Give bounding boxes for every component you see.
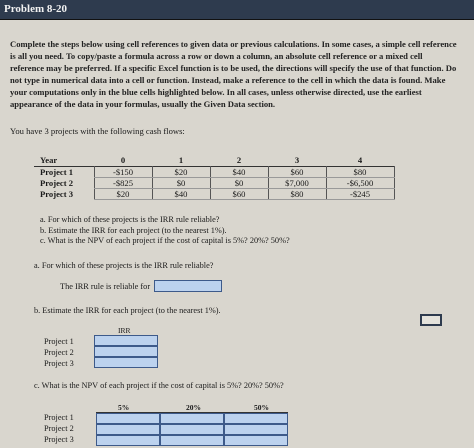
cashflow-cell: $0: [152, 177, 210, 188]
row-label: Project 2: [44, 424, 74, 433]
instructions-text: Complete the steps below using cell references to given data or previous calculations. In some cases, a simple cell reference is all you need. To copy/paste a formula across a row or down a column, an absolute cell reference or a mixed cell reference may be preferred. If a specific Excel function is to be used, the directions will specify the use of that function. Do not type in numerical data into a cell or function. Instead, make a reference to the cell in which the data is found. Make your computations only in the blue cells highlighted below. In all cases, unless otherwise directed, use the earliest appearance of the data in your formulas, usually the Given Data section.: [10, 39, 457, 109]
row-label: Project 3: [44, 359, 74, 368]
table-row: [34, 177, 394, 188]
cashflow-cell: $80: [268, 188, 326, 199]
row-label: Project 2: [40, 177, 74, 188]
npv-p2-5-input[interactable]: [96, 424, 160, 435]
cashflow-cell: $60: [268, 166, 326, 177]
irr-project-1-input[interactable]: [94, 335, 158, 346]
npv-p2-20-input[interactable]: [160, 424, 224, 435]
question-a: a. For which of these projects is the IRR rule reliable?: [40, 215, 220, 224]
row-label: Project 3: [44, 435, 74, 444]
row-label: Project 2: [44, 348, 74, 357]
npv-p3-50-input[interactable]: [224, 435, 288, 446]
window-title: Problem 8-20: [4, 3, 68, 15]
year-header: Year: [40, 155, 58, 166]
npv-p1-50-input[interactable]: [224, 413, 288, 424]
table-row: [34, 188, 394, 199]
row-label: Project 3: [40, 188, 74, 199]
year-4-header: 4: [357, 155, 363, 166]
part-c-question: c. What is the NPV of each project if the cost of capital is 5%? 20%? 50%?: [34, 381, 284, 390]
year-1-header: 1: [178, 155, 184, 166]
npv-p1-5-input[interactable]: [96, 413, 160, 424]
window-title-bar: [0, 0, 474, 20]
npv-col-20-header: 20%: [186, 403, 201, 412]
npv-p1-20-input[interactable]: [160, 413, 224, 424]
part-a-answer-input[interactable]: [154, 280, 222, 292]
cashflow-cell: -$825: [94, 177, 152, 188]
intro-text: You have 3 projects with the following cash flows:: [10, 126, 185, 136]
cashflow-cell: $60: [210, 188, 268, 199]
cashflow-header-row: [34, 155, 394, 166]
cashflow-cell: $20: [152, 166, 210, 177]
question-b: b. Estimate the IRR for each project (to the nearest 1%).: [40, 225, 227, 235]
cashflow-cell: $0: [210, 177, 268, 188]
table-row: [34, 166, 394, 177]
cashflow-cell: $80: [326, 166, 394, 177]
year-3-header: 3: [294, 155, 300, 166]
cashflow-cell: -$150: [94, 166, 152, 177]
cashflow-cell: $7,000: [268, 177, 326, 188]
npv-p2-50-input[interactable]: [224, 424, 288, 435]
npv-col-50-header: 50%: [254, 403, 269, 412]
question-c: c. What is the NPV of each project if the cost of capital is 5%? 20%? 50%?: [40, 236, 290, 245]
cashflow-cell: -$245: [326, 188, 394, 199]
cashflow-cell: $40: [210, 166, 268, 177]
cashflow-cell: -$6,500: [326, 177, 394, 188]
question-list: [40, 215, 290, 247]
cashflow-table: [34, 155, 395, 200]
row-label: Project 1: [40, 166, 74, 177]
irr-project-3-input[interactable]: [94, 357, 158, 368]
npv-p3-20-input[interactable]: [160, 435, 224, 446]
year-2-header: 2: [236, 155, 242, 166]
part-b-question: b. Estimate the IRR for each project (to the nearest 1%).: [34, 306, 221, 315]
row-label: Project 1: [44, 337, 74, 346]
npv-col-5-header: 5%: [118, 403, 130, 412]
year-0-header: 0: [120, 155, 126, 166]
irr-project-2-input[interactable]: [94, 346, 158, 357]
part-a-answer-label: The IRR rule is reliable for: [60, 282, 151, 291]
cashflow-cell: $40: [152, 188, 210, 199]
npv-p3-5-input[interactable]: [96, 435, 160, 446]
cashflow-cell: $20: [94, 188, 152, 199]
part-a-question: a. For which of these projects is the IRR rule reliable?: [34, 261, 214, 270]
row-label: Project 1: [44, 413, 74, 422]
selected-cell-indicator[interactable]: [420, 314, 442, 326]
irr-column-header: IRR: [118, 326, 131, 335]
